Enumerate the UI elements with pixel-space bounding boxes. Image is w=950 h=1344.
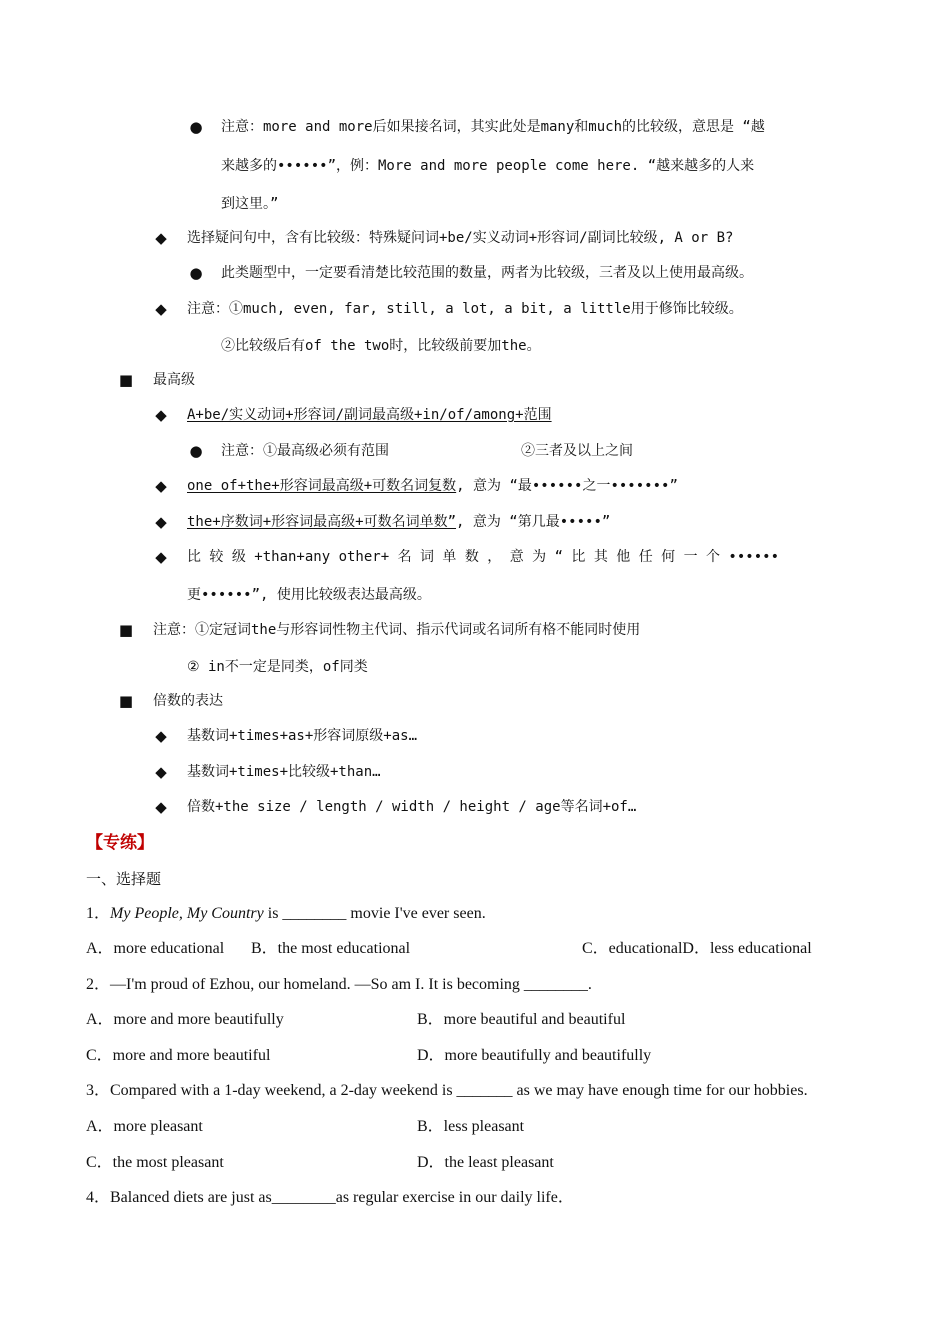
section-heading: 一、选择题: [86, 870, 162, 888]
diamond-bullet-icon: ◆: [155, 406, 167, 424]
diamond-bullet-icon: ◆: [155, 477, 167, 495]
square-bullet-icon: ■: [118, 692, 134, 710]
diamond-bullet-icon: ◆: [155, 513, 167, 531]
diamond-bullet-icon: ◆: [155, 727, 167, 745]
diamond-bullet-icon: ◆: [155, 229, 167, 247]
square-bullet-icon: ■: [118, 621, 134, 639]
note-more-and-more-line2: 来越多的••••••”，例：More and more people come here. “越来越多的人来: [221, 158, 755, 174]
note-more-and-more-line3: 到这里。”: [221, 196, 279, 212]
determiner-note-1: 注意：①定冠词the与形容词性物主代词、指示代词或名词所有格不能同时使用: [153, 622, 641, 638]
q2-option-b[interactable]: B．more beautiful and beautiful: [417, 1011, 626, 1028]
times-heading: 倍数的表达: [153, 693, 223, 709]
question-2: 2．—I'm proud of Ezhou, our homeland. —So am I. It is becoming ________.: [86, 976, 592, 993]
diamond-bullet-icon: ◆: [155, 763, 167, 781]
determiner-note-2: ② in不一定是同类，of同类: [187, 659, 368, 675]
dot-bullet-icon: ●: [189, 442, 203, 460]
choice-question-note: 此类题型中，一定要看清楚比较范围的数量，两者为比较级，三者及以上使用最高级。: [221, 265, 753, 281]
dot-bullet-icon: ●: [189, 118, 203, 136]
q2-option-a[interactable]: A．more and more beautifully: [86, 1011, 284, 1028]
times-rule-1: 基数词+times+as+形容词原级+as…: [187, 728, 418, 744]
square-bullet-icon: ■: [118, 371, 134, 389]
diamond-bullet-icon: ◆: [155, 798, 167, 816]
superlative-rule-1: A+be/实义动词+形容词/副词最高级+in/of/among+范围: [187, 407, 552, 423]
note-more-and-more-line1: 注意：more and more后如果接名词，其实此处是many和much的比较级，意思是 “越: [221, 119, 765, 135]
q2-option-d[interactable]: D．more beautifully and beautifully: [417, 1047, 652, 1064]
dot-bullet-icon: ●: [189, 264, 203, 282]
question-1: 1．My People, My Country is ________ movie I've ever seen.: [86, 905, 486, 922]
question-4: 4．Balanced diets are just as________as regular exercise in our daily life．: [86, 1189, 574, 1206]
q3-option-b[interactable]: B．less pleasant: [417, 1118, 525, 1135]
q2-option-c[interactable]: C．more and more beautiful: [86, 1047, 271, 1064]
superlative-rule-3: the+序数词+形容词最高级+可数名词单数”, 意为 “第几最•••••”: [187, 514, 611, 530]
times-rule-3: 倍数+the size / length / width / height / age等名词+of…: [187, 799, 637, 815]
q1-option-b[interactable]: B．the most educational: [251, 940, 411, 957]
q1-option-a[interactable]: A．more educational: [86, 940, 225, 957]
q3-option-d[interactable]: D．the least pleasant: [417, 1154, 554, 1171]
superlative-rule-2: one of+the+形容词最高级+可数名词复数, 意为 “最••••••之一•••••••”: [187, 478, 678, 494]
modifier-note: 注意：①much, even, far, still, a lot, a bit, a little用于修饰比较级。: [187, 301, 743, 317]
superlative-note-b: ②三者及以上之间: [521, 443, 633, 459]
times-rule-2: 基数词+times+比较级+than…: [187, 764, 381, 780]
question-3: 3．Compared with a 1-day weekend, a 2-day weekend is _______ as we may have enough time for our hobbies.: [86, 1082, 808, 1099]
superlative-rule-4-line2: 更••••••”, 使用比较级表达最高级。: [187, 587, 431, 603]
diamond-bullet-icon: ◆: [155, 548, 167, 566]
modifier-note-2: ②比较级后有of the two时，比较级前要加the。: [221, 338, 541, 354]
superlative-note-a: 注意：①最高级必须有范围: [221, 443, 389, 459]
q3-option-a[interactable]: A．more pleasant: [86, 1118, 203, 1135]
q1-option-cd[interactable]: C．educationalD．less educational: [582, 940, 812, 957]
diamond-bullet-icon: ◆: [155, 300, 167, 318]
superlative-rule-4-line1: 比 较 级 +than+any other+ 名 词 单 数 ， 意 为 “ 比 其 他 任 何 一 个 ••••••: [187, 549, 780, 565]
practice-title: 【专练】: [86, 833, 154, 853]
q3-option-c[interactable]: C．the most pleasant: [86, 1154, 224, 1171]
choice-question-rule: 选择疑问句中，含有比较级：特殊疑问词+be/实义动词+形容词/副词比较级, A or B?: [187, 230, 734, 246]
superlative-heading: 最高级: [153, 372, 195, 388]
